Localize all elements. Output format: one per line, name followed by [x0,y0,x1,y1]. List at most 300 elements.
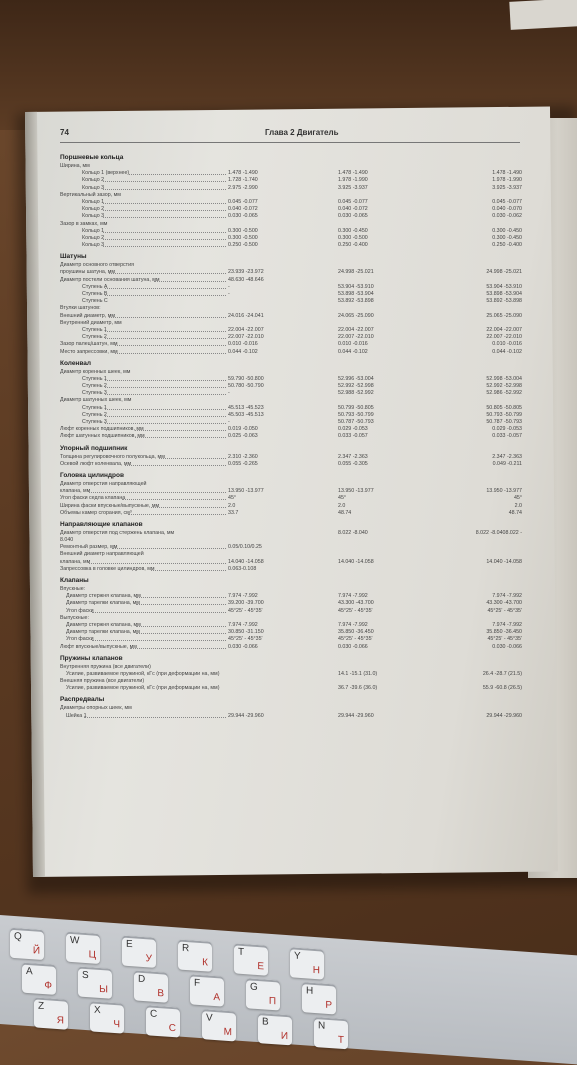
spec-row [60,277,530,284]
spec-row [60,559,530,566]
leader-dots [136,597,226,598]
spec-value-col1: 2.975 -2.990 [228,184,258,191]
leader-dots [103,189,226,190]
key-cyrillic-label: Ц [88,949,96,961]
spec-label: Место запрессовки, мм [60,348,118,355]
spec-value-col2: 24.065 -25.090 [338,312,374,319]
spec-value-col2: 8.022 -8.040 [338,529,368,536]
spec-row [60,298,530,305]
spec-label: Втулки шатунов: [60,305,101,312]
spec-row [60,170,530,177]
spec-row [60,376,530,383]
spec-value-col2: 7.974 -7.992 [338,621,368,628]
spec-value-col2: 0.250 -0.400 [338,242,368,249]
spec-row [60,608,530,615]
spec-row [60,305,530,312]
spec-value-col3: 45°25' - 45°35' [487,607,522,614]
leader-dots [103,232,226,233]
spec-row [60,510,530,517]
key-cyrillic-label: Т [337,1034,344,1047]
spec-section [60,696,530,719]
key-cyrillic-label: С [168,1022,176,1035]
spec-label: Ступень 2 [82,334,107,341]
spec-value-col1: 33.7 [228,509,239,516]
key-cyrillic-label: Е [257,960,264,973]
spec-value-col3: 43.300 -43.700 [486,600,522,607]
spec-value-col2: 22.007 -22.010 [338,334,374,341]
spec-value-col3: 55.9 -60.8 (26.5) [482,685,522,692]
spec-row [60,685,530,692]
keyboard-key [314,1017,348,1049]
spec-value-col1: 45° [228,495,237,502]
key-latin-label: N [318,1020,326,1032]
spec-value-col2: 52.992 -52.998 [338,383,374,390]
spec-row [60,412,530,419]
spec-value-col3: 52.986 -52.992 [486,390,522,397]
section-title: Коленвал [60,359,92,367]
spec-value-col3: 8.022 -8.0408.022 - [475,529,522,536]
section-title: Шатуны [60,253,87,261]
spec-label: Ступень 1 [82,326,107,333]
spec-value-col2: 0.300 -0.450 [338,227,368,234]
spec-value-col2: 35.850 -36.450 [338,629,374,636]
leader-dots [130,648,226,649]
spec-value-col1: 0.045 -0.077 [228,198,258,205]
spec-label: Ступень А [82,283,108,290]
spec-label: Ступень C [82,298,108,305]
leader-dots [125,465,226,466]
spec-label: Кольцо 3 [82,213,105,220]
spec-row [60,433,530,440]
spec-value-col3: 52.992 -52.998 [486,383,522,390]
spec-label: Диаметр коренных шеек, мм [60,368,131,375]
spec-value-col1: 0.030 -0.065 [228,213,258,220]
spec-row [60,503,530,510]
spec-value-col1: 0.300 -0.500 [228,234,258,241]
spec-value-col3: 35.850 -36.450 [486,629,522,636]
spec-label: Ступень 2 [82,383,107,390]
section-title: Распредвалы [60,696,105,704]
key-cyrillic-label: К [202,957,208,969]
spec-row [60,644,530,651]
spec-value-col2: 52.988 -52.992 [338,390,374,397]
key-cyrillic-label: Ы [99,983,108,996]
spec-value-col2: 36.7 -39.6 (36.0) [338,685,378,692]
leader-dots [136,626,226,627]
spec-value-col1: 0.055 -0.265 [228,460,258,467]
spec-label: Кольцо 1 [82,227,105,234]
spec-value-col2: 50.799 -50.805 [338,404,374,411]
spec-value-col1: - [228,291,230,297]
spec-value-col2: 0.044 -0.102 [338,348,368,355]
spec-label: Усилие, развиваемое пружиной, кГс (при деформации на, мм) [66,670,220,677]
key-cyrillic-label: Ф [44,980,52,992]
spec-value-col3: 7.974 -7.992 [492,593,522,600]
key-cyrillic-label: У [145,953,152,965]
spec-row [60,566,530,573]
spec-value-col3: 1.978 -1.990 [492,177,522,184]
spec-value-col2: 0.029 -0.053 [338,426,368,433]
spec-row [60,313,530,320]
key-latin-label: V [206,1012,213,1024]
spec-label: Ремонтный размер, мм [60,544,118,551]
leader-dots [128,514,226,515]
leader-dots [105,380,226,381]
key-cyrillic-label: Р [325,999,332,1012]
spec-label: Диаметр основного отверстия [60,262,134,269]
spec-value-col1: 30.850 -31.150 [228,629,264,636]
spec-label: Зазор в замках, мм [60,220,108,227]
key-latin-label: Y [294,950,301,963]
spec-label: Люфт впускные/выпускные, мм [60,643,137,650]
leader-dots [135,430,226,431]
section-title: Упорный подшипник [60,444,128,452]
keyboard-key [202,1009,236,1041]
key-cyrillic-label: Я [56,1014,64,1027]
spec-section [60,154,530,249]
spec-label: Диаметр отверстия направляющей [60,480,147,487]
spec-row [60,530,530,537]
spec-section [60,253,530,355]
spec-value-col1: 0.05/0.10/0.25 [228,544,262,551]
spec-value-col1: 59.790 -50.800 [228,375,264,382]
spec-row [60,206,530,213]
spec-row [60,615,530,622]
spec-label: Диаметр тарелки клапана, мм [66,629,140,636]
keyboard-key [122,936,156,968]
spec-value-col2: 22.004 -22.007 [338,326,374,333]
spec-value-col3: 0.045 -0.077 [492,198,522,205]
keyboard-key [146,1005,180,1037]
spec-value-col3: 48.74 [508,509,522,516]
key-latin-label: Q [14,930,22,943]
spec-value-col2: 52.996 -53.004 [338,375,374,382]
spec-value-col3: 45° [513,495,522,502]
spec-label: Объемы камер сгорания, см³ [60,509,132,516]
spec-value-col1: 22.007 -22.010 [228,334,264,341]
page-number: 74 [60,128,69,137]
keyboard-key [34,997,68,1029]
spec-row [60,228,530,235]
leader-dots [151,507,226,508]
leader-dots [115,345,226,346]
spec-value-col1: 39.200 -39.700 [228,600,264,607]
spec-label: Осевой люфт коленвала, мм [60,460,132,467]
leader-dots [103,246,226,247]
spec-value-col3: 50.793 -50.799 [486,411,522,418]
leader-dots [92,640,226,641]
spec-value-col3: 0.040 -0.070 [492,206,522,213]
leader-dots [103,239,226,240]
spec-row [60,600,530,607]
spec-row [60,593,530,600]
spec-label: Ступень B [82,291,108,297]
leader-dots [154,281,226,282]
spec-value-col2: 3.925 -3.937 [338,184,368,191]
spec-value-col1: 45°25' - 45°35' [228,607,263,614]
spec-label: Ступень 1 [82,404,107,411]
spec-section [60,521,530,573]
spec-label: Диаметр шатунных шеек, мм [60,397,132,404]
spec-row [60,221,530,228]
spec-row [60,383,530,390]
spec-value-col1: 50.780 -50.790 [228,383,264,390]
spec-label: Кольцо 1 (верхнее) [82,170,130,177]
spec-row [60,369,530,376]
spec-value-col3: 3.925 -3.937 [492,184,522,191]
spec-value-col1: 2.310 -2.360 [228,453,258,460]
spec-value-col1: - [228,283,230,290]
spec-value-col2: 0.045 -0.077 [338,198,368,205]
keyboard-key [234,943,268,975]
key-cyrillic-label: И [280,1030,288,1043]
keyboard-key [290,947,324,979]
spec-value-col1: 48.630 -48.646 [228,276,264,283]
spec-value-col1: 0.010 -0.016 [228,341,258,348]
spec-value-col2: 0.030 -0.066 [338,643,368,650]
spec-label: Кольцо 2 [82,234,105,241]
spec-value-col1: 45°25' - 45°35' [228,636,263,643]
section-title: Поршневые кольца [60,154,124,161]
keyboard-key [246,978,280,1010]
spec-row [60,177,530,184]
spec-value-col2: 50.787 -50.793 [338,419,374,425]
keyboard-key [78,966,112,998]
spec-value-col1: 0.300 -0.500 [228,227,258,234]
spec-value-col3: 0.029 -0.053 [492,426,522,433]
key-latin-label: G [250,981,258,994]
spec-row [60,185,530,192]
spec-value-col2: 0.300 -0.500 [338,234,368,241]
spec-value-col1: 29.944 -29.960 [228,712,264,719]
spec-value-col1: 23.939 -23.972 [228,269,264,276]
section-title: Пружины клапанов [60,654,123,662]
spec-label: Люфт коренных подшипников, мм [60,426,144,433]
spec-label: Ширина, мм [60,163,90,169]
spec-value-col1: 0.019 -0.050 [228,426,258,433]
spec-value-col2: 45°25' - 45°35' [338,636,373,643]
key-cyrillic-label: Й [32,945,40,957]
spec-value-col1: 22.004 -22.007 [228,326,264,333]
spec-value-col2: 43.300 -43.700 [338,600,374,607]
spec-row [60,334,530,341]
spec-value-col3: 29.944 -29.960 [486,712,522,719]
spec-label: Угол фаски седла клапана [60,495,126,502]
leader-dots [84,717,226,718]
spec-label: Диаметр стержня клапана, мм [66,621,141,628]
spec-label: Толщина регулировочного полукольца, мм [60,453,165,460]
spec-section [60,360,530,441]
leader-dots [92,612,226,613]
spec-value-col3: 0.049 -0.211 [492,460,522,467]
spec-value-col2: 2.0 [338,502,346,509]
leader-dots [105,423,226,424]
spec-row [60,636,530,643]
spec-value-col2: 0.030 -0.065 [338,213,368,220]
spec-label: Внутренняя пружина (все двигатели) [60,663,151,670]
leader-dots [122,499,226,500]
spec-label: Кольцо 3 [82,242,105,249]
spec-value-col2: 7.974 -7.992 [338,593,368,600]
spec-value-col3: 2.0 [514,502,522,509]
spec-label: Ступень 2 [82,411,107,418]
spec-row [60,397,530,404]
leader-dots [105,409,226,410]
key-latin-label: A [26,965,33,978]
spec-value-col3: 0.010 -0.016 [492,341,522,348]
spec-value-col3: 14.040 -14.058 [486,558,522,565]
spec-label: Кольцо 2 [82,206,105,213]
spec-label: Ступень 1 [82,375,107,382]
key-latin-label: H [306,985,314,997]
key-latin-label: S [82,969,89,982]
spec-table [60,150,530,720]
spec-label: Внешний диаметр направляющей [60,551,144,558]
key-latin-label: R [182,942,190,955]
keyboard-key [90,1001,124,1033]
key-latin-label: W [70,934,80,947]
spec-value-col3: 52.998 -53.004 [486,375,522,382]
spec-section [60,445,530,468]
spec-row [60,671,530,678]
spec-row [60,426,530,433]
section-title: Клапаны [60,577,89,584]
spec-value-col3: 2.347 -2.363 [492,453,522,460]
spec-value-col1: 0.063-0.108 [228,565,257,572]
leader-dots [135,437,226,438]
spec-row [60,235,530,242]
spec-value-col3: 53.904 -53.910 [486,283,522,290]
spec-value-col1: 13.950 -13.977 [228,488,264,495]
spec-row [60,454,530,461]
paper-corner [509,0,577,30]
spec-section [60,577,530,651]
key-latin-label: X [94,1004,101,1017]
leader-dots [129,174,226,175]
spec-label: Выпускные: [60,614,89,621]
leader-dots [103,203,226,204]
spec-row [60,488,530,495]
spec-row [60,390,530,397]
section-title: Головка цилиндров [60,471,124,479]
spec-value-col1: 0.025 -0.063 [228,433,258,440]
spec-row [60,192,530,199]
section-title: Направляющие клапанов [60,520,143,528]
spec-row [60,405,530,412]
keyboard-key [10,928,44,960]
spec-row [60,551,530,558]
spec-label: Запрессовка в головке цилиндров, мм [60,565,155,572]
key-cyrillic-label: В [157,988,164,1000]
spec-label: Диаметры опорных шеек, мм [60,705,132,712]
leader-dots [109,317,226,318]
spec-value-col3: 1.478 -1.490 [492,170,522,177]
spec-label: Ширина фаски впускные/выпускные, мм [60,502,160,509]
leader-dots [89,563,226,564]
spec-value-col2: 48.74 [338,509,352,516]
spec-label: Впускные: [60,586,86,592]
page-header [60,128,520,143]
spec-value-col3: 26.4 -28.7 (21.5) [482,670,522,677]
key-latin-label: T [238,946,245,959]
spec-value-col3: 0.044 -0.102 [492,348,522,355]
leader-dots [151,570,226,571]
spec-value-col3: 0.030 -0.066 [492,643,522,650]
spec-value-col3: 0.030 -0.062 [492,213,522,220]
leader-dots [103,210,226,211]
leader-dots [115,353,226,354]
spec-label: клапана, мм [60,488,91,495]
spec-value-col1: - [228,390,230,397]
keyboard-key [22,963,56,995]
spec-section [60,655,530,693]
spec-label: Усилие, развиваемое пружиной, кГс (при деформации на, мм) [66,685,220,692]
leader-dots [105,394,226,395]
spec-label: Угол фаски [66,636,94,643]
spec-label: Диаметр постели основания шатуна, мм [60,276,160,283]
keyboard-key [258,1013,292,1045]
keyboard-key [178,939,212,971]
spec-value-col3: 22.007 -22.010 [486,334,522,341]
spec-value-col2: 45°25' - 45°35' [338,607,373,614]
spec-row [60,262,530,269]
spec-row [60,213,530,220]
leader-dots [105,387,226,388]
spec-row [60,537,530,544]
spec-label: клапана, мм [60,558,91,565]
spec-value-col3: 53.892 -53.898 [486,298,522,305]
leader-dots [109,273,226,274]
leader-dots [105,416,226,417]
key-latin-label: F [194,977,201,989]
spec-value-col1: 7.974 -7.992 [228,621,258,628]
spec-label: Внешний диаметр, мм [60,312,115,319]
spec-row [60,320,530,327]
spec-value-col2: 24.998 -25.021 [338,269,374,276]
keyboard [0,915,577,1064]
spec-row [60,461,530,468]
key-cyrillic-label: П [268,995,276,1008]
key-cyrillic-label: Н [312,964,320,977]
spec-value-col1: 24.016 -24.041 [228,312,264,319]
keyboard-key [66,932,100,964]
spec-value-col2: 1.478 -1.490 [338,170,368,177]
spec-value-col2: 53.898 -53.904 [338,291,374,297]
spec-row [60,291,530,298]
key-cyrillic-label: Ч [113,1018,120,1031]
spec-label: Диаметр тарелки клапана, мм [66,600,140,607]
spec-row [60,481,530,488]
key-cyrillic-label: М [223,1026,232,1039]
spec-value-col2: 45° [338,495,347,502]
spec-label: Шейка 1 [66,712,87,719]
key-cyrillic-label: А [213,991,220,1004]
spec-label: Ступень 3 [82,390,107,397]
chapter-title: Глава 2 Двигатель [265,128,339,137]
spec-label: Вертикальный зазор, мм [60,191,121,198]
key-latin-label: E [126,938,133,951]
spec-label: Ступень 3 [82,419,107,425]
spec-label: Диаметр отверстия под стержень клапана, мм [60,529,175,536]
spec-value-col3: 45°25' - 45°35' [487,636,522,643]
spec-label: Зазор палец/шатун, мм [60,341,118,348]
leader-dots [105,288,226,289]
spec-value-col3: 22.004 -22.007 [486,326,522,333]
spec-label: Кольцо 1 [82,198,105,205]
spec-label: Диаметр стержня клапана, мм [66,593,141,600]
spec-value-col1: 7.974 -7.992 [228,593,258,600]
leader-dots [159,458,226,459]
